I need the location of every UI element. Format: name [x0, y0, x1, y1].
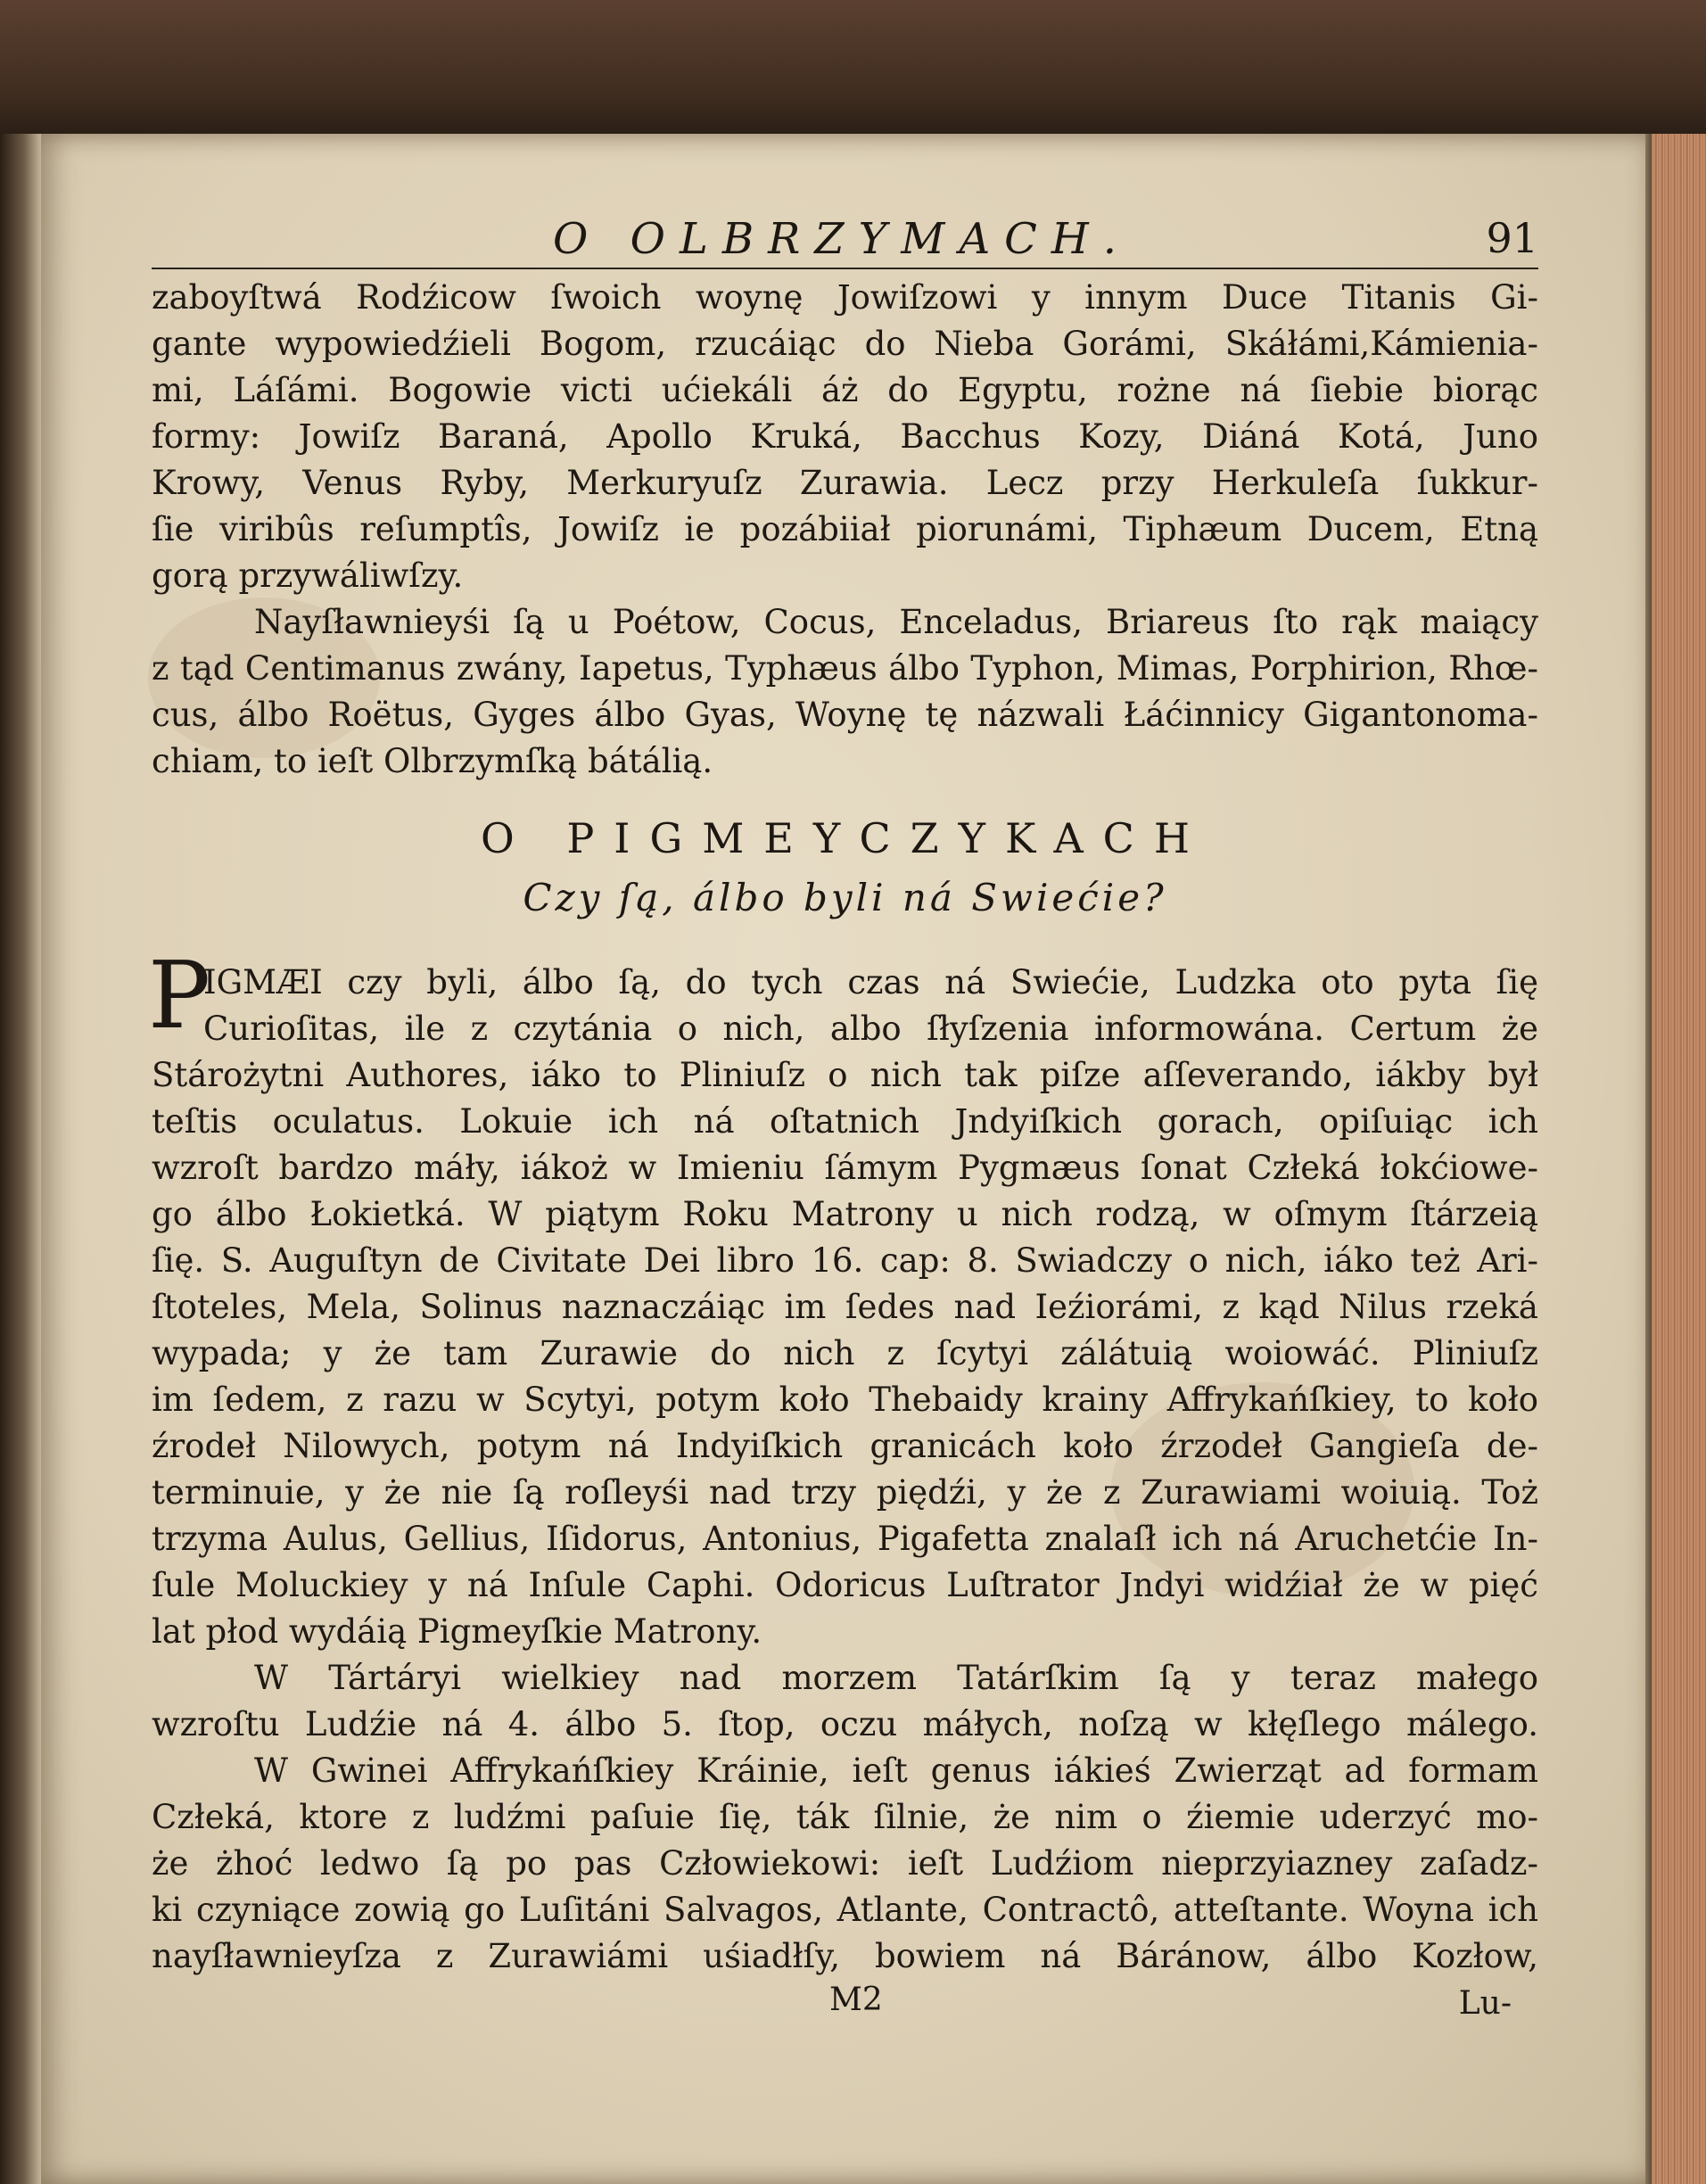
page-footer [152, 1982, 1538, 2032]
page-edges [1652, 134, 1706, 2184]
text-line: trzyma Aulus, Gellius, Iſidorus, Antonius, Pigafetta znalaſł ich ná Aruchetćie In- [152, 1520, 1538, 1558]
text-line: im ſedem, z razu w Scytyi, potym koło Thebaidy krainy Affrykańſkiey, to koło [152, 1380, 1538, 1419]
text-line: teſtis oculatus. Lokuie ich ná oſtatnich Jndyiſkich gorach, opiſuiąc ich [152, 1102, 1538, 1141]
text-line: Nayſławnieyśi ſą u Poétow, Cocus, Enceladus, Briareus ſto rąk maiący [254, 603, 1538, 641]
catchword: Lu- [1458, 1985, 1512, 2022]
text-line: ſtoteles, Mela, Solinus naznaczáiąc im ſedes nad Ieźiorámi, z kąd Nilus rzeká [152, 1288, 1538, 1326]
running-title: O OLBRZYMACH. [553, 214, 1131, 264]
text-line: wzroſt bardzo máły, iákoż w Imieniu ſámym Pygmæus ſonat Człeká łokćiowe- [152, 1149, 1538, 1187]
text-line: formy: Jowiſz Baraná, Apollo Kruká, Bacchus Kozy, Diáná Kotá, Juno [152, 417, 1538, 456]
text-line: mi, Láſámi. Bogowie victi ućiekáli áż do Egyptu, rożne ná ſiebie biorąc [152, 371, 1538, 409]
section-heading: O PIGMEYCZYKACH [481, 814, 1209, 862]
text-line: nayſławnieyſza z Zurawiámi uśiadłſy, bowiem ná Báránow, álbo Kozłow, [152, 1937, 1538, 1975]
pigmei-paragraph [148, 941, 1538, 1655]
text-line: ſule Moluckiey y ná Inſule Caphi. Odoricus Luſtrator Jndyi widźiał że w pięć [152, 1566, 1538, 1604]
text-line: Curioſitas, ile z czytánia o nich, albo ſłyſzenia informowána. Certum że [203, 1010, 1538, 1048]
running-head [152, 212, 1538, 269]
text-line: lat płod wydáią Pigmeyſkie Matrony. [152, 1612, 762, 1651]
text-line: gorą przywáliwſzy. [152, 556, 464, 595]
text-line: że żhoć ledwo ſą po pas Człowiekowi: ieſt Ludźiom nieprzyiazney zaſadz- [152, 1844, 1538, 1883]
giants-paragraph [152, 599, 1538, 785]
text-line: Człeká, ktore z ludźmi paſuie ſię, ták ſilnie, że nim o źiemie uderzyć mo- [152, 1798, 1538, 1836]
text-line: terminuie, y że nie ſą roſleyśi nad trzy piędźi, y że z Zurawiami woiuią. Toż [152, 1473, 1538, 1512]
text-line: Stárożytni Authores, iáko to Pliniuſz o nich tak piſze aſſeverando, iákby był [152, 1056, 1538, 1094]
text-line: gante wypowiedźieli Bogom, rzucáiąc do Nieba Gorámi, Skáłámi,Kámienia- [152, 325, 1538, 363]
text-line: z tąd Centimanus zwány, Iapetus, Typhæus álbo Typhon, Mimas, Porphirion, Rhœ- [152, 649, 1538, 688]
text-line: go álbo Łokietká. W piątym Roku Matrony u nich rodzą, w oſmym ſtárzeią [152, 1195, 1538, 1233]
book-cover-top [0, 0, 1706, 134]
text-line: W Tártáryi wielkiey nad morzem Tatárſkim ſą y teraz małego [254, 1659, 1538, 1697]
text-line: źrodeł Nilowych, potym ná Indyiſkich granicách koło źrzodeł Gangieſa de- [152, 1427, 1538, 1465]
section-subheading: Czy ſą, álbo byli ná Swiećie? [523, 876, 1167, 919]
text-line: ſie viribûs reſumptîs, Jowiſz ie pozábiiał piorunámi, Tiphæum Ducem, Etną [152, 510, 1538, 548]
text-line: IGMÆI czy byli, álbo ſą, do tych czas ná Swiećie, Ludzka oto pyta ſię [203, 963, 1538, 1001]
signature-mark: M2 [829, 1982, 883, 2018]
page-text [148, 212, 1538, 2032]
text-line: ki czyniące zowią go Luſitáni Salvagos, Atlante, Contractô, atteſtante. Woyna ich [152, 1891, 1538, 1929]
text-line: cus, álbo Roëtus, Gyges álbo Gyas, Woynę tę názwali Łáćinnicy Gigantonoma- [152, 696, 1538, 734]
text-line: Krowy, Venus Ryby, Merkuryuſz Zurawia. Lecz przy Herkuleſa ſukkur- [152, 464, 1538, 502]
text-line: W Gwinei Affrykańſkiey Kráinie, ieſt genus iákieś Zwierząt ad formam [254, 1751, 1538, 1790]
text-line: wypada; y że tam Zurawie do nich z ſcytyi zálátuią woiowáć. Pliniuſz [152, 1334, 1538, 1372]
page-number: 91 [1486, 214, 1538, 262]
olbrzymy-paragraph [152, 275, 1538, 599]
tartary-paragraph [152, 1655, 1538, 1748]
binding-edge [0, 134, 43, 2184]
text-line: chiam, to ieſt Olbrzymſką bátálią. [152, 742, 713, 780]
drop-cap: P [148, 941, 210, 1050]
text-line: wzroſtu Ludźie ná 4. álbo 5. ſtop, oczu máłych, noſzą w kłęſlego málego. [152, 1705, 1538, 1743]
text-line: ſię. S. Auguſtyn de Civitate Dei libro 16. cap: 8. Swiadczy o nich, iáko też Ari- [152, 1241, 1538, 1280]
text-line: zaboyſtwá Rodźicow ſwoich woynę Jowiſzowi y innym Duce Titanis Gi- [152, 278, 1538, 317]
guinea-paragraph [152, 1748, 1538, 1980]
